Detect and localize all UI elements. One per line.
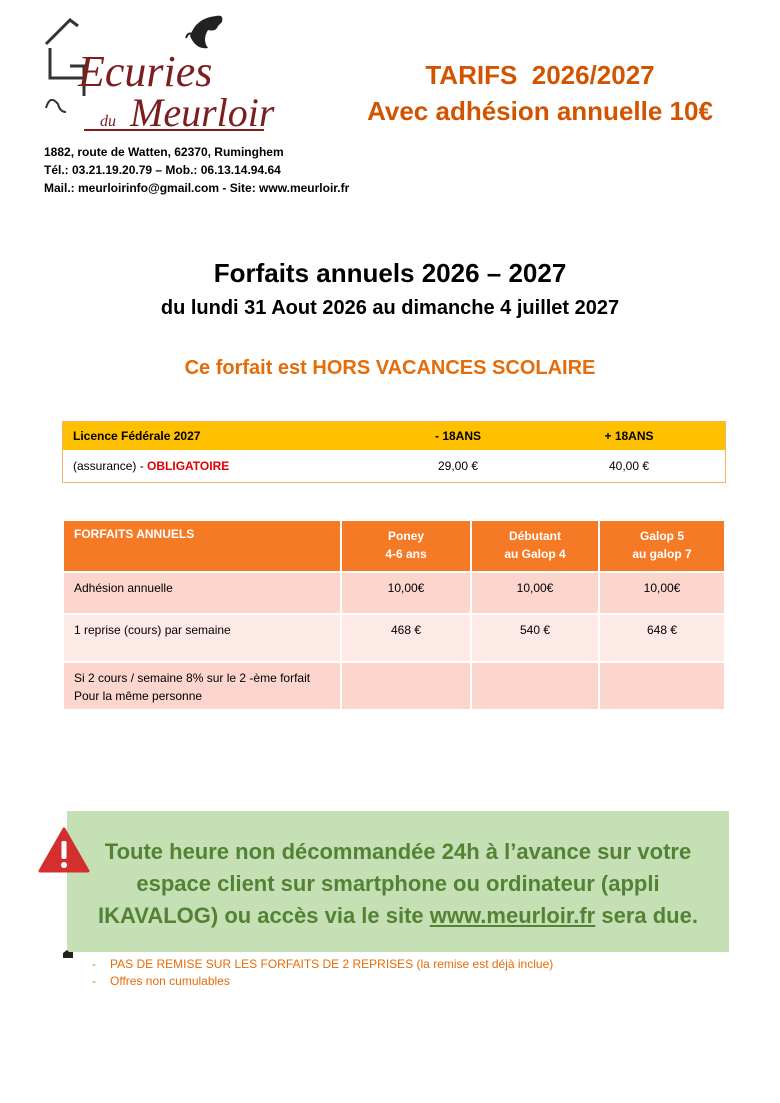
warning-line3-end: sera due. (595, 903, 698, 928)
row-value: 10,00€ (471, 572, 599, 614)
table-row (63, 572, 725, 614)
row-value (341, 662, 471, 710)
row-label-line2: Pour la même personne (74, 689, 203, 703)
forfaits-header-row (63, 520, 725, 572)
website-link[interactable]: www.meurloir.fr (429, 903, 596, 928)
forfaits-header-debutant (471, 520, 599, 572)
poney-label: Poney (387, 529, 424, 543)
tarifs-subtitle: Avec adhésion annuelle 10€ (367, 96, 713, 126)
logo-text-ecuries: Ecuries (78, 47, 213, 96)
warning-line1: Toute heure non décommandée 24h à l’avance sur votre (104, 839, 692, 864)
address-line: 1882, route de Watten, 62370, Ruminghem (44, 145, 284, 159)
logo-text-du: du (100, 113, 116, 130)
row-label (63, 662, 341, 710)
row-value: 468 € (341, 614, 471, 662)
page-title: Forfaits annuels 2026 – 2027 (213, 258, 567, 288)
footnote-text: Offres non cumulables (110, 974, 230, 988)
galop5-label: Galop 5 (639, 529, 684, 543)
licence-header-row (63, 422, 726, 451)
page-subtitle: du lundi 31 Aout 2026 au dimanche 4 juillet 2027 (160, 297, 620, 319)
tarifs-title: TARIFS 2026/2027 (425, 60, 655, 90)
warning-line3-start: IKAVALOG) ou accès via le site (98, 903, 430, 928)
phone-line: Tél.: 03.21.19.20.79 – Mob.: 06.13.14.94.64 (44, 163, 281, 177)
forfaits-header-galop5 (599, 520, 725, 572)
row-value: 10,00€ (599, 572, 725, 614)
forfaits-header-poney (341, 520, 471, 572)
footnote-dash: - (92, 974, 96, 988)
debutant-level: au Galop 4 (504, 547, 566, 561)
footnote-item (92, 974, 230, 988)
forfaits-header-label: FORFAITS ANNUELS (63, 520, 341, 572)
assurance-label: (assurance) - (73, 459, 148, 473)
row-value: 10,00€ (341, 572, 471, 614)
table-row (63, 662, 725, 710)
licence-over18-value: 40,00 € (533, 450, 726, 483)
row-label-line1: Si 2 cours / semaine 8% sur le 2 -ème forfait (74, 671, 311, 685)
row-value: 648 € (599, 614, 725, 662)
licence-header-over18: + 18ANS (533, 422, 726, 451)
warning-text (67, 836, 729, 932)
warning-icon (38, 826, 90, 874)
footnote-text: PAS DE REMISE SUR LES FORFAITS DE 2 REPRISES (la remise est déjà inclue) (110, 957, 554, 971)
mail-line: Mail.: meurloirinfo@gmail.com - Site: www.meurloir.fr (44, 181, 350, 195)
footnote-dash: - (92, 957, 96, 971)
row-value (599, 662, 725, 710)
licence-under18-value: 29,00 € (383, 450, 533, 483)
row-value: 540 € (471, 614, 599, 662)
poney-age: 4-6 ans (385, 547, 427, 561)
debutant-label: Débutant (509, 529, 561, 543)
logo-text-meurloir: Meurloir (130, 90, 275, 135)
row-label: 1 reprise (cours) par semaine (63, 614, 341, 662)
galop5-level: au galop 7 (632, 547, 692, 561)
warning-line2: espace client sur smartphone ou ordinateur (appli (136, 871, 660, 896)
obligatoire-flag: OBLIGATOIRE (147, 459, 230, 473)
hors-vacances-notice: Ce forfait est HORS VACANCES SCOLAIRE (184, 357, 596, 379)
logo (40, 8, 280, 138)
row-value (471, 662, 599, 710)
licence-row-label (63, 450, 384, 483)
small-pictogram-icon (62, 949, 74, 959)
row-label: Adhésion annuelle (63, 572, 341, 614)
forfaits-table (62, 519, 726, 711)
horse-logo-icon (186, 16, 222, 49)
licence-table (62, 421, 726, 483)
licence-header-label: Licence Fédérale 2027 (63, 422, 384, 451)
footnote-item (92, 957, 553, 971)
table-row (63, 614, 725, 662)
licence-row (63, 450, 726, 483)
licence-header-under18: - 18ANS (383, 422, 533, 451)
